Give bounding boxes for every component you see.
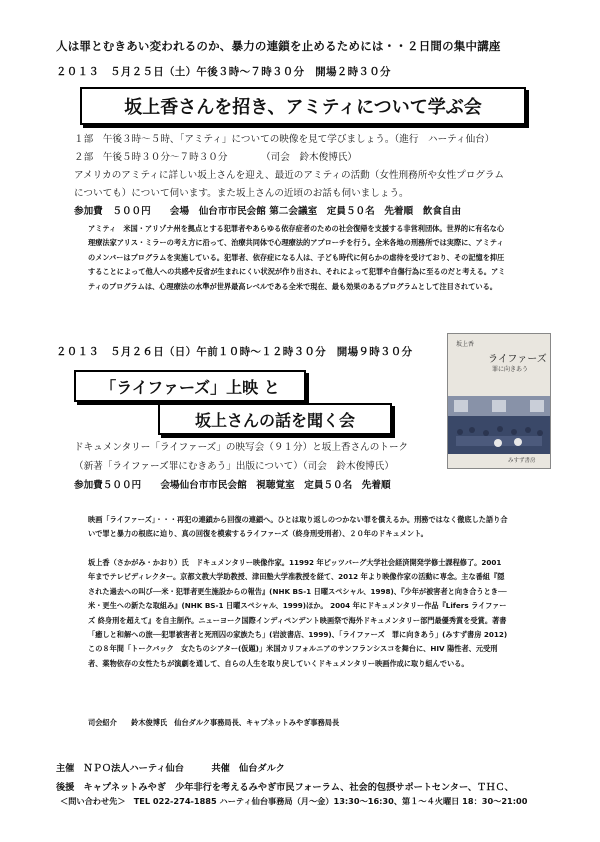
book-author: 坂上香 bbox=[456, 341, 475, 348]
about-amity: アミティ 米国・アリゾナ州を拠点とする犯罪者やあらゆる依存症者のための社会復帰を支援する非営利団体。世界的に有名な心理療法家アリス・ミラーの考え方に沿って、治療共同体で心理療法的アプローチを行う。全米各地の刑務所では実際に、アミティのメンバーはプログラムを実施している。犯罪者、依存症になる人は、子ども時代に何らかの虐待を受けており、その記憶を抑圧することによって他人への共感や反省が生まれにくい状況が作り出され、それによって犯罪や自傷行為に至るのだと考える。アミティのプログラムは、心理療法の水準が世界最高レベルである全米で現在、最も効果のあるプログラムとして注目されている。 bbox=[88, 224, 506, 291]
day1-date: ２０１３ ５月２５日（土）午後３時～７時３０分 開場２時３０分 bbox=[56, 66, 391, 78]
footer-supporters: 後援 キャプネットみやぎ 少年非行を考えるみやぎ市民フォーラム、社会的包摂サポートセンター、ＴＨＣ、 bbox=[56, 782, 514, 793]
day1-part1: １部 午後３時～５時、「アミティ」についての映像を見て学びましょう。（進行 ハーティ仙台） bbox=[74, 134, 495, 145]
book-subtitle: 罪に向きあう bbox=[492, 366, 529, 373]
day2-fee: 参加費５００円 会場仙台市市民会館 視聴覚室 定員５０名 先着順 bbox=[74, 480, 391, 491]
day2-doc-line1: ドキュメンタリー「ライファーズ」の映写会（９１分）と坂上香さんのトーク bbox=[74, 442, 409, 453]
day1-desc-line2: についても）について伺います。また坂上さんの近頃のお話も伺いましょう。 bbox=[74, 188, 409, 199]
day1-banner-title: 坂上香さんを招き、アミティについて学ぶ会 bbox=[124, 97, 482, 118]
day1-part2: ２部 午後５時３０分～７時３０分 （司会 鈴木俊博氏） bbox=[74, 152, 358, 163]
day2-doc-line2: （新著「ライファーズ罪にむきあう」出版について）（司会 鈴木俊博氏） bbox=[74, 461, 394, 472]
book-publisher: みすず書房 bbox=[508, 458, 536, 464]
book-title: ライファーズ bbox=[488, 354, 547, 365]
book-photo bbox=[448, 396, 550, 454]
book-cover-image bbox=[447, 333, 551, 469]
day2-banner-1 bbox=[74, 370, 306, 402]
day2-banner-1-title: 「ライファーズ」上映 と bbox=[100, 377, 280, 397]
day2-banner-2 bbox=[158, 403, 392, 435]
footer-contact: ＜問い合わせ先＞ TEL 022-274-1885 ハーティ仙台事務局（月～金）13:30～16:30、第１～４火曜日 18：30～21:00 bbox=[60, 796, 528, 806]
day1-desc-line1: アメリカのアミティに詳しい坂上さんを迎え、最近のアミティの活動（女性刑務所や女性プログラム bbox=[74, 170, 504, 181]
mc-intro: 司会紹介 鈴木俊博氏 仙台ダルク事務局長、キャプネットみやぎ事務局長 bbox=[88, 718, 340, 727]
about-director: 坂上香（さかがみ・かおり）氏 ドキュメンタリー映像作家。11992 年ピッツバーグ大学社会経済開発学修士課程修了。2001 年までテレビディレクター。京都文教大学助教授、津田塾大学准教授を経て、2012 年より映像作家の活動に専念。主な番組『隠された過去への叫び──米・犯罪者更生施設からの報告』(NHK BS-1 日曜スペシャル、1998)、『少年が被害者と向き合うとき──米・更生への新たな取組み』(NHK BS-1 日曜スペシャル、1999)ほか。 2004 年にドキュメンタリー作品『Lifers ライファーズ 終身刑を超えて』を自主制作。ニューヨーク国際インディペンデント映画祭で海外ドキュメンタリー部門最優秀賞を受賞。著書「癒しと和解への旅──犯罪被害者と死刑囚の家族たち」(岩波書店、1999)、「ライファーズ 罪に向きあう」(みすず書房 2012) この８年間「トークバック 女たちのシアター(仮題)」米国カリフォルニアのサンフランシスコを舞台に、HIV 陽性者、元受刑者、薬物依存の女性たちが演劇を通して、自らの人生を取り戻していくドキュメンタリー映画作成に取り組んでいる。 bbox=[88, 558, 508, 668]
day2-date: ２０１３ ５月２６日（日）午前１０時～１２時３０分 開場９時３０分 bbox=[56, 346, 413, 358]
day1-fee: 参加費 ５００円 会場 仙台市市民会館 第二会議室 定員５０名 先着順 飲食自由 bbox=[74, 206, 462, 217]
footer-organizer: 主催 ＮＰＯ法人ハーティ仙台 共催 仙台ダルク bbox=[56, 763, 285, 774]
day1-banner bbox=[80, 87, 526, 125]
lead-title: 人は罪とむきあい変われるのか、暴力の連鎖を止めるためには・・２日間の集中講座 bbox=[56, 39, 501, 53]
about-film: 映画「ライファーズ」・・・再犯の連鎖から回復の連鎖へ。ひとは取り返しのつかない罪を償えるか。刑務ではなく徹底した語り合いで罪と暴力の根底に迫り、真の回復を模索するライファーズ（終身刑受刑者）、２０年のドキュメント。 bbox=[88, 515, 508, 539]
day2-banner-2-title: 坂上さんの話を聞く会 bbox=[194, 410, 355, 430]
